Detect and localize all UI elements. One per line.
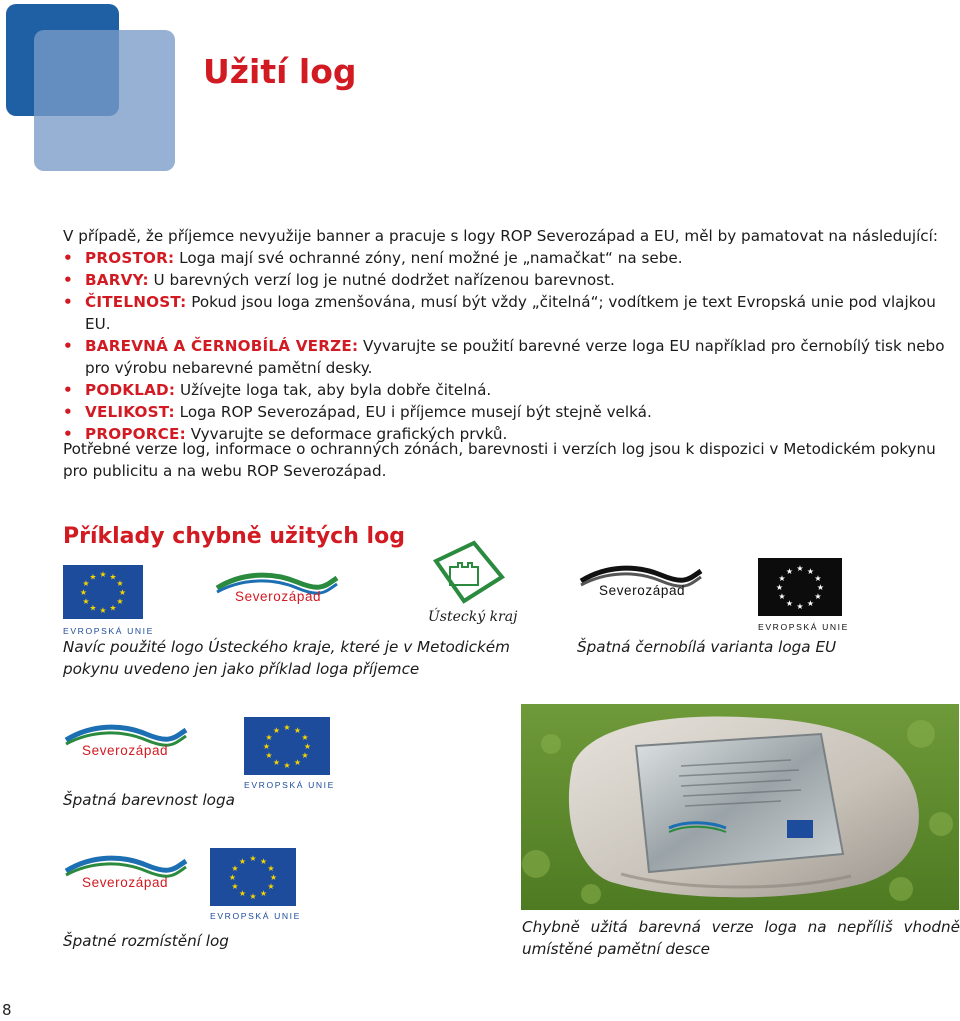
caption-wrong-color: Špatná barevnost loga <box>63 791 235 809</box>
svg-text:★: ★ <box>82 597 90 606</box>
eu-flag-icon <box>244 717 330 775</box>
svg-text:★: ★ <box>249 854 257 863</box>
svg-text:★: ★ <box>814 592 822 601</box>
eu-flag-icon <box>63 565 143 619</box>
list-item: • PODKLAD: Užívejte loga tak, aby byla dobře čitelná. <box>63 381 492 399</box>
page-number: 8 <box>2 1001 12 1019</box>
decor-square-light <box>34 30 175 171</box>
svg-text:★: ★ <box>238 889 247 898</box>
list-item: • PROPORCE: Vyvarujte se deformace grafických prvků. <box>63 425 508 443</box>
severozapad-logo-bw: Severozápad <box>577 563 705 617</box>
outro-paragraph: Potřebné verze log, informace o ochranných zónách, barevnosti i verzích log jsou k dispozici v Metodickém pokynu pro publicitu a na webu ROP Severozápad. <box>63 440 936 480</box>
svg-text:★: ★ <box>283 761 291 770</box>
svg-text:★: ★ <box>293 726 302 735</box>
severozapad-logo-wrong-placement: Severozápad <box>62 853 190 907</box>
svg-text:★: ★ <box>231 882 239 891</box>
svg-text:★: ★ <box>231 864 239 873</box>
svg-text:★: ★ <box>265 751 273 760</box>
svg-text:★: ★ <box>116 597 124 606</box>
svg-text:★: ★ <box>806 599 815 608</box>
caption-wrong-placement: Špatné rozmístění log <box>63 932 229 950</box>
svg-text:★: ★ <box>775 583 784 592</box>
svg-text:★: ★ <box>269 873 278 882</box>
svg-text:★: ★ <box>303 742 312 751</box>
svg-text:★: ★ <box>293 758 302 767</box>
examples-heading: Příklady chybně užitých log <box>63 524 405 549</box>
list-item: • BAREVNÁ A ČERNOBÍLÁ VERZE: Vyvarujte se použití barevné verze loga EU například pro černobílý tisk nebo pro výrobu nebarevné pamětní desky. <box>63 337 945 377</box>
eu-flag-icon <box>758 558 842 616</box>
svg-text:★: ★ <box>796 602 804 611</box>
svg-text:★: ★ <box>267 864 275 873</box>
list-item: • PROSTOR: Loga mají své ochranné zóny, není možné je „namačkat“ na sebe. <box>63 249 683 267</box>
svg-text:★: ★ <box>796 564 804 573</box>
eu-logo-3: ★ ★ ★ ★ ★ ★ ★ ★ ★ ★ ★ ★ EVROPSKÁ UNIE <box>210 848 301 921</box>
svg-text:★: ★ <box>272 758 281 767</box>
svg-text:★: ★ <box>267 882 275 891</box>
list-item: • VELIKOST: Loga ROP Severozápad, EU i příjemce musejí být stejně velká. <box>63 403 652 421</box>
svg-text:★: ★ <box>785 599 794 608</box>
svg-text:★: ★ <box>806 567 815 576</box>
svg-text:★: ★ <box>238 857 247 866</box>
severozapad-logo-wrong-color: Severozápad <box>62 722 190 776</box>
svg-text:★: ★ <box>249 892 257 901</box>
list-item: • ČITELNOST: Pokud jsou loga zmenšována, musí být vždy „čitelná“; vodítkem je text Evropská unie pod vlajkou EU. <box>63 293 936 333</box>
stone-plaque-image <box>521 704 959 910</box>
svg-text:★: ★ <box>778 574 786 583</box>
caption-extra-logo: Navíc použité logo Ústeckého kraje, které je v Metodickém pokynu uvedeno jen jako příklad loga příjemce <box>63 638 510 678</box>
svg-text:★: ★ <box>99 570 107 579</box>
svg-text:★: ★ <box>816 583 825 592</box>
intro-paragraph: V případě, že příjemce nevyužije banner a pracuje s logy ROP Severozápad a EU, měl by pamatovat na následující: <box>63 227 938 245</box>
svg-text:★: ★ <box>109 572 117 582</box>
list-item: • BARVY: U barevných verzí log je nutné dodržet nařízenou barevnost. <box>63 271 615 289</box>
svg-text:★: ★ <box>283 723 291 732</box>
svg-text:★: ★ <box>259 857 268 866</box>
svg-text:★: ★ <box>301 751 309 760</box>
svg-text:★: ★ <box>99 606 107 615</box>
svg-text:★: ★ <box>89 603 97 613</box>
eu-logo: ★ ★ ★ ★ ★ ★ ★ ★ ★ ★ ★ ★ EVROPSKÁ UNIE <box>63 565 154 636</box>
svg-text:★: ★ <box>89 572 97 582</box>
rules-list <box>63 247 960 445</box>
ustecky-kraj-logo: Ústecký kraj <box>430 539 517 625</box>
eu-logo-bw: ★ ★ ★ ★ ★ ★ ★ ★ ★ ★ ★ ★ EVROPSKÁ UNIE <box>758 558 849 632</box>
svg-text:★: ★ <box>262 742 271 751</box>
svg-text:★: ★ <box>301 733 309 742</box>
eu-logo-2: ★ ★ ★ ★ ★ ★ ★ ★ ★ ★ ★ ★ EVROPSKÁ UNIE <box>244 717 335 790</box>
svg-text:★: ★ <box>228 873 237 882</box>
svg-text:★: ★ <box>82 579 90 588</box>
eu-flag-icon <box>210 848 296 906</box>
svg-text:★: ★ <box>259 889 268 898</box>
plaque-photo <box>521 704 959 914</box>
svg-text:★: ★ <box>265 733 273 742</box>
svg-text:★: ★ <box>116 579 124 588</box>
svg-text:★: ★ <box>272 726 281 735</box>
svg-text:★: ★ <box>118 588 127 597</box>
caption-plaque: Chybně užitá barevná verze loga na nepříliš vhodně umístěné pamětní desce <box>522 918 960 958</box>
castle-icon <box>430 539 506 607</box>
svg-text:★: ★ <box>109 603 117 613</box>
svg-text:★: ★ <box>814 574 822 583</box>
page-title: Užití log <box>203 52 357 91</box>
svg-text:★: ★ <box>79 588 88 597</box>
severozapad-logo: Severozápad <box>213 570 341 624</box>
svg-text:★: ★ <box>785 567 794 576</box>
svg-text:★: ★ <box>778 592 786 601</box>
caption-bw-eu: Špatná černobílá varianta loga EU <box>577 638 837 656</box>
